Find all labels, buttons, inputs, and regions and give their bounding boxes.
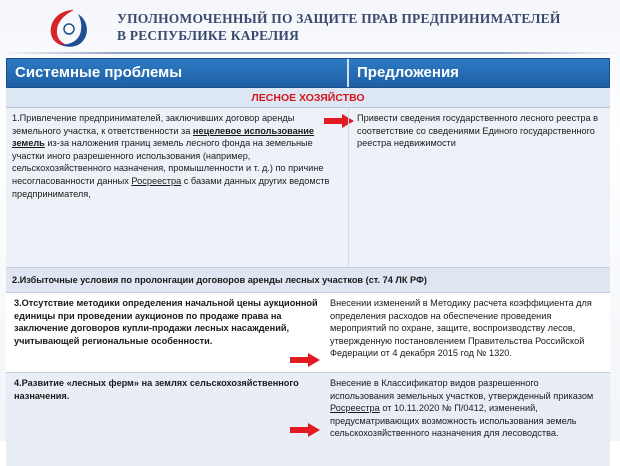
problem-cell: 4.Развитие «лесных ферм» на землях сельскохозяйственного назначения.: [14, 378, 299, 401]
proposal-text: Внесение в Классификатор видов разрешенного использования земельных участков, утвержденный приказом: [330, 378, 594, 401]
table-row: [6, 293, 610, 373]
rosreestr-link[interactable]: Росреестра: [131, 175, 182, 186]
red-arrow-icon: [290, 353, 320, 367]
header-divider: [0, 52, 620, 54]
problem-text: из-за наложения границ земель лесного фонда на земельные участки иного разрешенного использования (например, сельскохозяйственного назначения, промышленности и т. д.) по причине несогласованности данных: [12, 138, 324, 186]
problem-text: с базами данных других ведомств предпринимателя,: [12, 175, 330, 199]
page-title: [117, 10, 597, 44]
proposal-cell: Внесении изменений в Методику расчета коэффициента для определения расходов на обеспечение проведения мероприятий по охране, защите, воспроизводству лесов, утвержденную постановлением Правительства Российской Федерации от 4 декабря 2015 год № 1320.: [330, 298, 592, 359]
problems-table: [6, 58, 610, 439]
proposal-cell: [348, 108, 610, 267]
table-row: [6, 108, 610, 268]
problem-text: 1.Привлечение предпринимателей, заключивших договор аренды земельного участка, к ответственности за: [12, 113, 295, 136]
rosreestr-link[interactable]: Росреестра: [330, 403, 380, 414]
section-title: ЛЕСНОЕ ХОЗЯЙСТВО: [6, 88, 610, 108]
problem-cell: [6, 108, 344, 267]
table-header: [6, 58, 610, 88]
table-row: [6, 268, 610, 293]
column-header-proposals: Предложения: [357, 64, 459, 81]
proposal-cell: [324, 373, 610, 466]
problem-cell: 2.Избыточные условия по пролонгации договоров аренды лесных участков (ст. 74 ЛК РФ): [12, 275, 427, 285]
proposal-text: от 10.11.2020 № П/0412, изменений, предусматривающих возможность использования земель сельскохозяйственного назначения для лесоводства.: [330, 403, 577, 439]
title-line-2: В РЕСПУБЛИКЕ КАРЕЛИЯ: [117, 28, 300, 43]
red-arrow-icon: [290, 423, 320, 437]
ombudsman-logo-icon: [44, 6, 92, 50]
table-row: [6, 373, 610, 466]
problem-highlight: нецелевое использование земель: [12, 125, 315, 149]
header: [0, 0, 620, 56]
problem-cell: 3.Отсутствие методики определения начальной цены аукционной единицы при проведении аукционов по продаже права на заключение договоров купли-продажи лесных насаждений, учитывающей региональные особенности.: [14, 298, 318, 346]
title-line-1: УПОЛНОМОЧЕННЫЙ ПО ЗАЩИТЕ ПРАВ ПРЕДПРИНИМАТЕЛЕЙ: [117, 11, 561, 26]
proposal-text: Привести сведения государственного лесного реестра в соответствие со сведениями Единого государственного реестра недвижимости: [357, 113, 599, 149]
column-header-problems: Системные проблемы: [7, 59, 349, 87]
